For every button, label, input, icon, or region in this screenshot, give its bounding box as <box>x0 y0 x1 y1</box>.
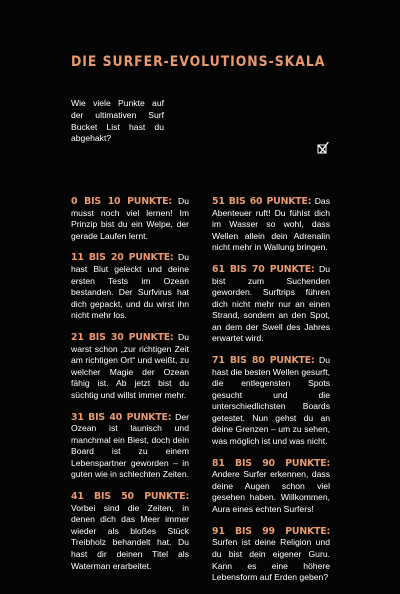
score-column-right <box>212 196 330 594</box>
score-range: 81 BIS 90 PUNKTE: <box>212 457 330 469</box>
score-description: Du warst schon „zur richtigen Zeit am richtigen Ort“ und weißt, zu welcher Magie der Ozean fähig ist. Ab jetzt bist du süchtig und willst immer mehr. <box>71 332 190 400</box>
score-description: Du hast die besten Wellen gesurft, die entlegensten Spots gesucht und die unterschiedlichsten Boards getestet. Nun gehst du an deine Grenzen – um zu sehen, was möglich ist und was nicht. <box>212 355 331 446</box>
score-entry <box>71 412 189 481</box>
score-description: Andere Surfer erkennen, dass deine Augen schon viel gesehen haben. Willkommen, Aura eines echten Surfers! <box>212 469 330 515</box>
score-range: 41 BIS 50 PUNKTE: <box>71 491 189 503</box>
score-entry <box>212 196 330 254</box>
score-description: Vorbei sind die Zeiten, in denen dich das Meer immer wieder als bloßes Stück Treibholz behandelt hat. Du hast dir deinen Titel als Waterman erarbeitet. <box>71 502 189 571</box>
score-description: Der Ozean ist launisch und manchmal ein Biest, doch dein Board ist zu einem Lebenspartner geworden – in guten wie in schlechten Zeiten. <box>71 411 189 480</box>
score-entry <box>212 458 330 516</box>
score-range: 31 BIS 40 PUNKTE: <box>71 411 172 423</box>
score-entry <box>71 491 189 572</box>
score-column-left <box>71 196 189 582</box>
score-range: 61 BIS 70 PUNKTE: <box>212 264 315 276</box>
score-entry <box>71 252 189 321</box>
intro-question: Wie viele Punkte auf der ultimativen Surf Bucket List hast du abgehakt? <box>71 98 164 144</box>
score-range: 51 BIS 60 PUNKTE: <box>212 196 312 207</box>
score-description: Surfen ist deine Religion und du bist dein eigener Guru. Kann es eine höhere Lebensform auf Erden geben? <box>212 537 330 583</box>
score-range: 11 BIS 20 PUNKTE: <box>71 252 174 264</box>
score-entry <box>212 526 330 584</box>
score-description: Du hast Blut geleckt und deine ersten Tests im Ozean bestanden. Der Surfvirus hat dich gepackt, und du wirst ihn nicht mehr los. <box>71 252 190 321</box>
score-range: 91 BIS 99 PUNKTE: <box>212 525 330 537</box>
score-description: Du musst noch viel lernen! Im Prinzip bist du ein Welpe, der gerade Laufen lernt. <box>71 196 189 241</box>
checked-box-icon <box>317 142 329 154</box>
score-entry <box>212 264 330 345</box>
score-entry <box>71 196 189 242</box>
score-range: 71 BIS 80 PUNKTE: <box>212 355 315 367</box>
score-range: 0 BIS 10 PUNKTE: <box>71 196 172 207</box>
score-entry <box>212 355 330 447</box>
score-description: Du bist zum Suchenden geworden. Surftrips führen dich nicht mehr nur an einen Strand, sondern an den Spot, an dem der Swell des Jahres erwartet wird. <box>212 264 331 344</box>
score-range: 21 BIS 30 PUNKTE: <box>71 332 174 344</box>
score-description: Das Abenteuer ruft! Du fühlst dich im Wasser so wohl, dass Wellen allein dein Adrenalin nicht mehr in Wallung bringen. <box>212 196 330 253</box>
page-title: DIE SURFER-EVOLUTIONS-SKALA <box>71 54 326 70</box>
score-entry <box>71 332 189 401</box>
